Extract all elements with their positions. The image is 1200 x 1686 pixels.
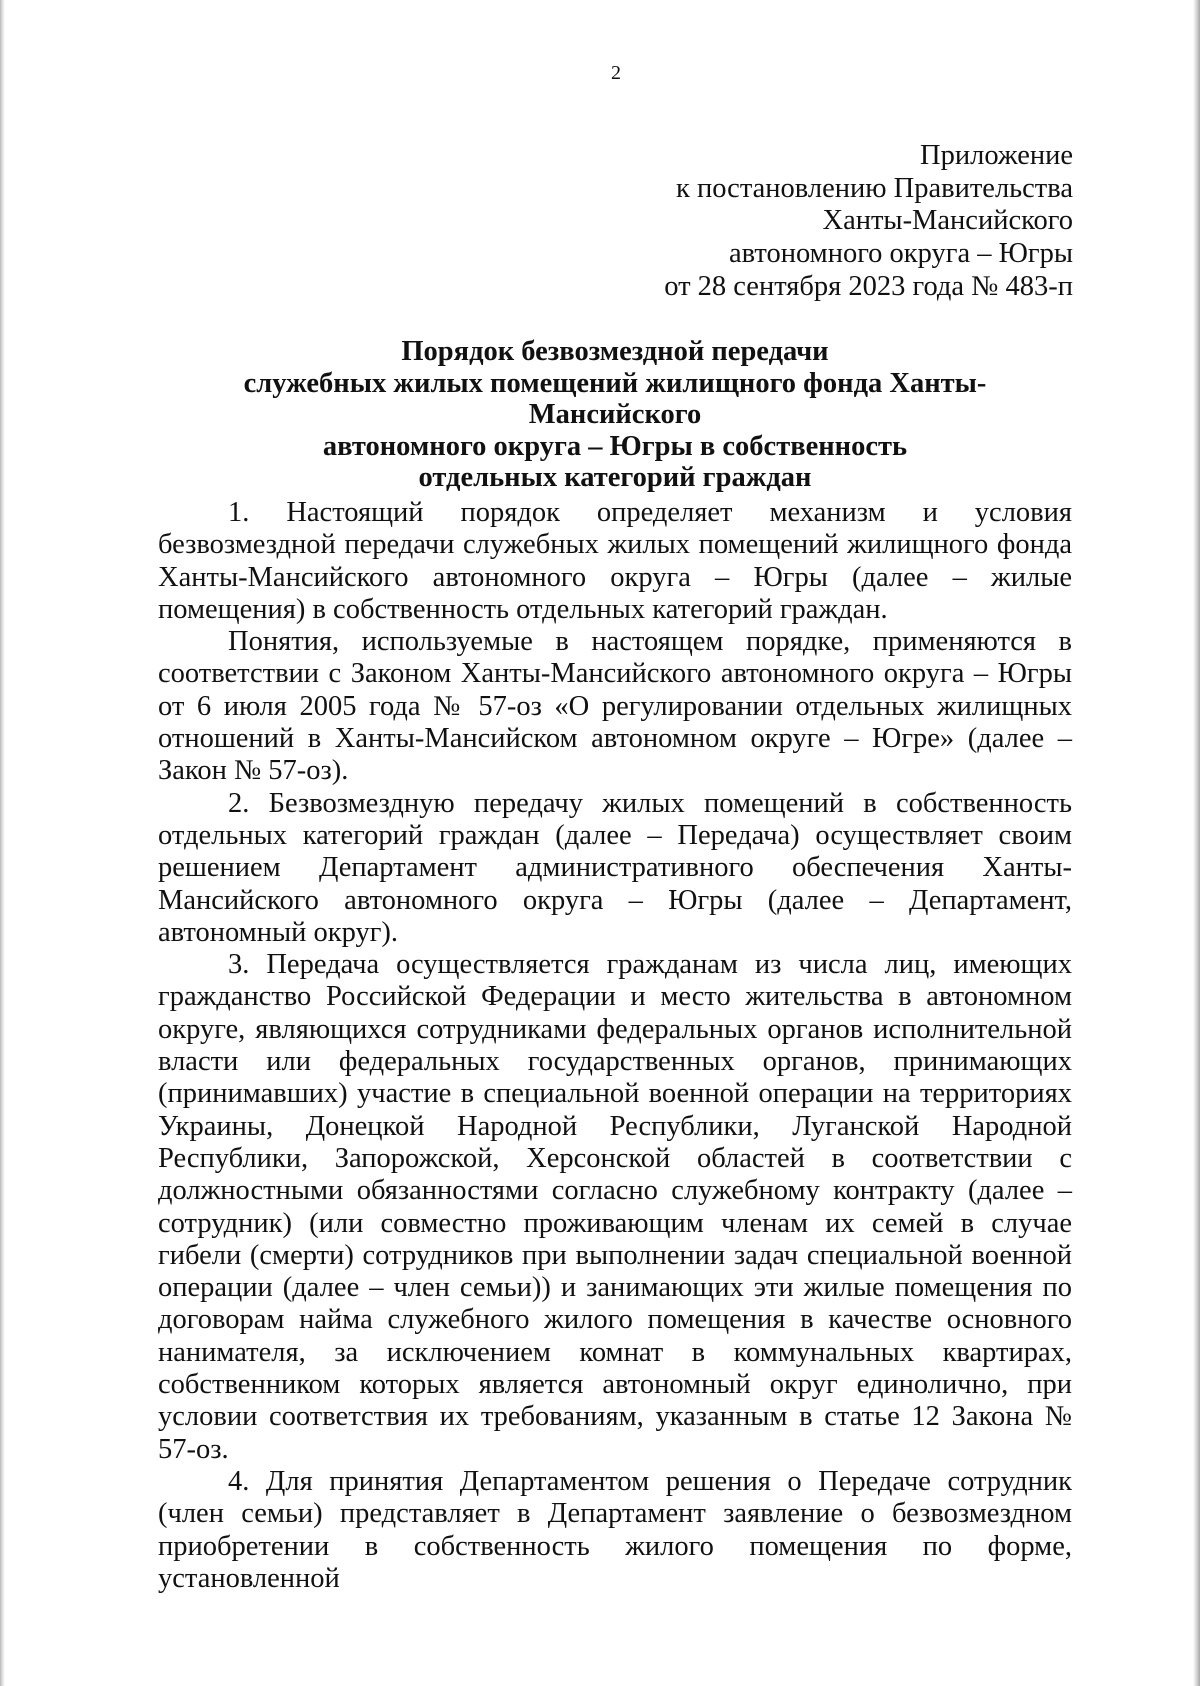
paragraph-definitions: Понятия, используемые в настоящем порядке, применяются в соответствии с Законом Ханты-Мансийского автономного округа – Югры от 6 июля 2005 года № 57-оз «О регулировании отдельных жилищных отношений в Ханты-Мансийском автономном округе – Югре» (далее – Закон № 57-оз). — [158, 626, 1072, 787]
appendix-line: автономного округа – Югры — [728, 238, 1073, 270]
document-title — [158, 336, 1072, 494]
page-number: 2 — [611, 62, 621, 84]
paragraph-2: 2. Безвозмездную передачу жилых помещений в собственность отдельных категорий граждан (далее – Передача) осуществляет своим решением Департамент административного обеспечения Ханты-Мансийского автономного округа – Югры (далее – Департамент, автономный округ). — [158, 787, 1072, 948]
appendix-line: от 28 сентября 2023 года № 483-п — [664, 270, 1073, 302]
scan-edge-left — [0, 0, 5, 1686]
paragraph-4: 4. Для принятия Департаментом решения о Передаче сотрудник (член семьи) представляет в Департамент заявление о безвозмездном приобретении в собственность жилого помещения по форме, установленной — [158, 1465, 1072, 1594]
title-line: служебных жилых помещений жилищного фонда Ханты-Мансийского — [243, 367, 987, 430]
appendix-line: Ханты-Мансийского — [822, 205, 1073, 237]
appendix-line: к постановлению Правительства — [675, 172, 1073, 204]
appendix-line: Приложение — [920, 140, 1073, 171]
document-body — [158, 497, 1072, 1595]
scan-edge-right — [1193, 0, 1200, 1686]
paragraph-3: 3. Передача осуществляется гражданам из числа лиц, имеющих гражданство Российской Федерации и место жительства в автономном округе, являющихся сотрудниками федеральных органов исполнительной власти или федеральных государственных органов, принимающих (принимавших) участие в специальной военной операции на территориях Украины, Донецкой Народной Республики, Луганской Народной Республики, Запорожской, Херсонской областей в соответствии с должностными обязанностями согласно служебному контракту (далее – сотрудник) (или совместно проживающим членам их семей в случае гибели (смерти) сотрудников при выполнении задач специальной военной операции (далее – член семьи)) и занимающих эти жилые помещения по договорам найма служебного жилого помещения в качестве основного нанимателя, за исключением комнат в коммунальных квартирах, собственником которых является автономный округ единолично, при условии соответствия их требованиям, указанным в статье 12 Закона № 57-оз. — [158, 949, 1072, 1465]
title-line: Порядок безвозмездной передачи — [401, 336, 829, 367]
title-line: отдельных категорий граждан — [418, 462, 812, 493]
appendix-block — [664, 140, 1073, 304]
paragraph-1: 1. Настоящий порядок определяет механизм и условия безвозмездной передачи служебных жилых помещений жилищного фонда Ханты-Мансийского автономного округа – Югры (далее – жилые помещения) в собственность отдельных категорий граждан. — [158, 497, 1072, 625]
title-line: автономного округа – Югры в собственность — [322, 430, 908, 462]
